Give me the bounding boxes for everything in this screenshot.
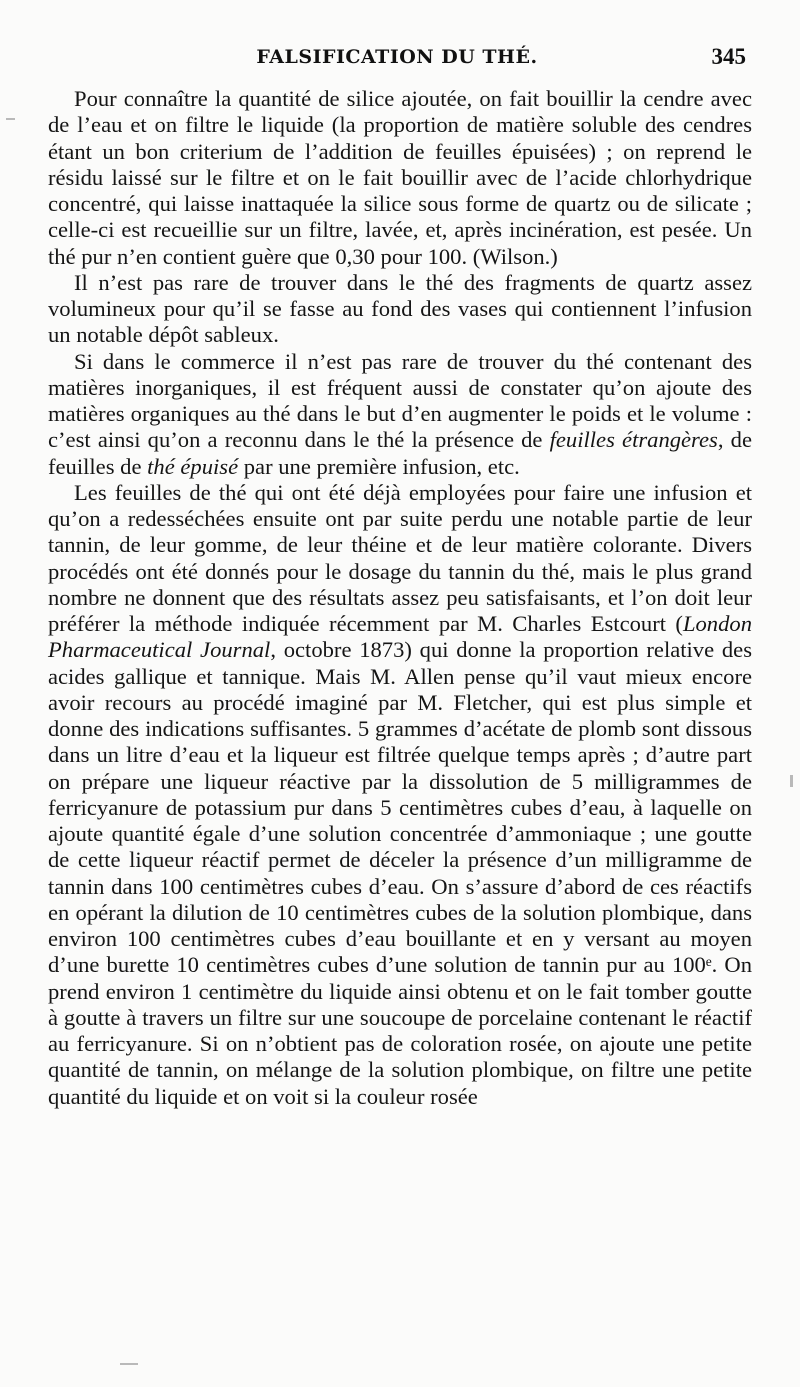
text-run: par une première infusion, etc. — [238, 453, 520, 479]
running-title: FALSIFICATION DU THÉ. — [256, 46, 538, 68]
text-run: Si dans le commerce il n’est pas rare de trouver du thé contenant des matières inorganiques, il est fréquent aussi de constater qu’on ajoute des matières organiques au thé dans le but d’en augmenter le poids et le volume : c’est ainsi qu’on a reconnu dans le thé la présence de — [48, 348, 752, 453]
margin-smudge — [790, 775, 793, 787]
body-text — [48, 86, 752, 1110]
text-run: Il n’est pas rare de trouver dans le thé des fragments de quartz assez volumineux pour qu’il se fasse au fond des vases qui contiennent l’infusion un notable dépôt sableux. — [48, 269, 752, 348]
italic-text: thé épuisé — [147, 453, 239, 479]
page-number: 345 — [711, 44, 746, 69]
italic-text: London Pharmaceutical Journal — [48, 611, 752, 663]
paragraph — [48, 86, 752, 270]
italic-text: feuilles étrangères — [549, 427, 718, 453]
text-run: Les feuilles de thé qui ont été déjà employées pour faire une infusion et qu’on a redesséchées ensuite ont par suite perdu une notable partie de leur tannin, de leur gomme, de leur théine et de leur matière colorante. Divers procédés ont été donnés pour le dosage du tannin du thé, mais le plus grand nombre ne donnent que des résultats assez peu satisfaisants, et l’on doit leur préférer la méthode indiquée récemment par M. Charles Estcourt ( — [48, 479, 752, 636]
text-run: , octobre 1873) qui donne la proportion relative des acides gallique et tannique. Mais M. Allen pense qu’il vaut mieux encore avoir recours au procédé imaginé par M. Fletcher, qui est plus simple et donne des indications suffisantes. 5 grammes d’acétate de plomb sont dissous dans un litre d’eau et la liqueur est filtrée quelque temps après ; d’autre part on prépare une liqueur réactive par la dissolution de 5 milligrammes de ferricyanure de potassium pur dans 5 centimètres cubes d’eau, à laquelle on ajoute quantité égale d’une solution concentrée d’ammoniaque ; une goutte de cette liqueur réactif permet de déceler la présence d’un milligramme de tannin dans 100 centimètres cubes d’eau. On s’assure d’abord de ces réactifs en opérant la dilution de 10 centimètres cubes de la solution plombique, dans environ 100 centimètres cubes d’eau bouillante et en y versant au moyen d’une burette 10 centimètres cubes d’une solution de tannin pur au 100ᵉ. On prend environ 1 centimètre du liquide ainsi obtenu et on le fait tomber goutte à goutte à travers un filtre sur une soucoupe de porcelaine contenant le réactif au ferricyanure. Si on n’obtient pas de coloration rosée, on ajoute une petite quantité de tannin, on mélange de la solution plombique, on filtre une petite quantité du liquide et on voit si la couleur rosée — [48, 637, 752, 1109]
paragraph — [48, 480, 752, 1110]
paragraph — [48, 270, 752, 349]
text-run: Pour connaître la quantité de silice ajoutée, on fait bouillir la cendre avec de l’eau et on filtre le liquide (la proportion de matière soluble des cendres étant un bon criterium de l’addition de feuilles épuisées) ; on reprend le résidu laissé sur le filtre et on le fait bouillir avec de l’acide chlorhydrique concentré, qui laisse inattaquée la silice sous forme de quartz ou de silicate ; celle-ci est recueillie sur un filtre, lavée, et, après incinération, est pesée. Un thé pur n’en contient guère que 0,30 pour 100. (Wilson.) — [48, 86, 752, 269]
margin-smudge — [6, 118, 15, 120]
text-run: , de feuilles de — [48, 427, 752, 479]
margin-smudge — [120, 1363, 138, 1365]
paragraph — [48, 349, 752, 480]
page-header — [46, 44, 748, 76]
